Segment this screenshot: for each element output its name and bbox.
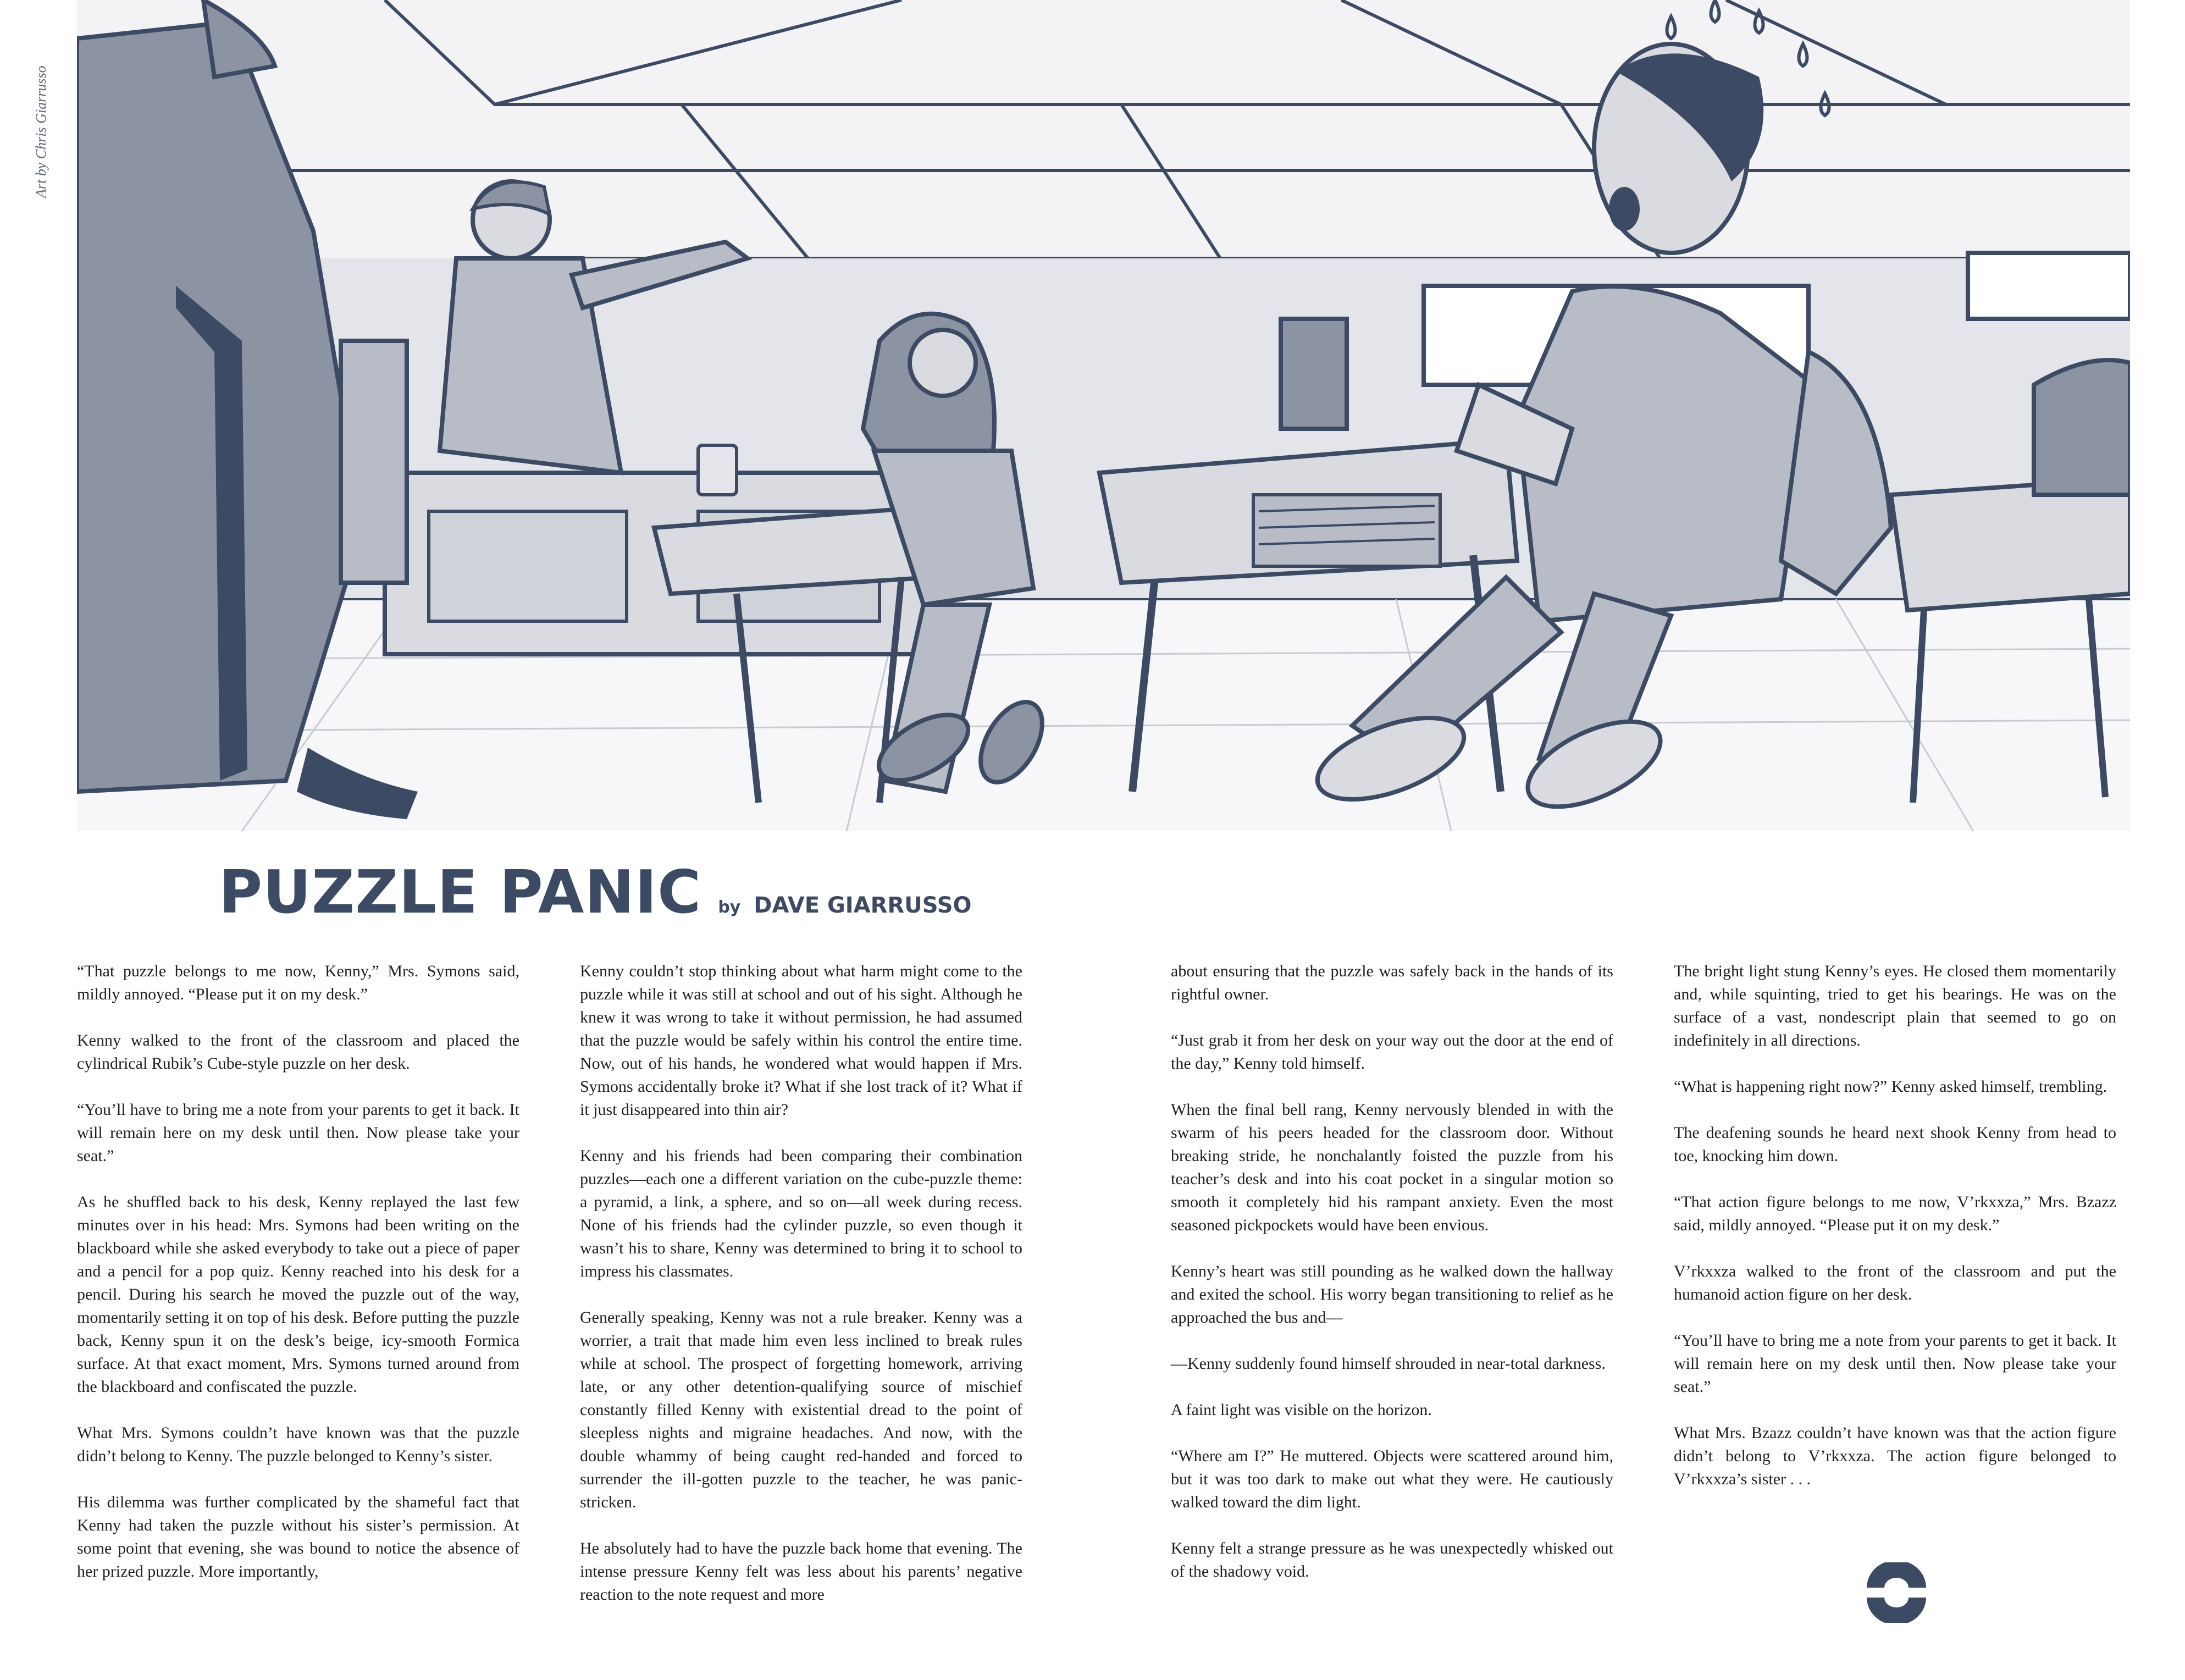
paragraph: What Mrs. Bzazz couldn’t have known was that the action figure didn’t belong to V’rkxxza. The action figure belonged to V’rkxxza’s sister . . . <box>1674 1424 2116 1488</box>
paragraph: He absolutely had to have the puzzle back home that evening. The intense pressure Kenny felt was less about his parents’ negative reaction to the note request and more <box>580 1539 1022 1604</box>
byline <box>718 894 971 916</box>
paragraph: The bright light stung Kenny’s eyes. He closed them momentarily and, while squinting, tried to get his bearings. He was on the surface of a vast, nondescript plain that seemed to go on indefinitely in all directions. <box>1674 962 2116 1049</box>
end-mark-icon <box>1863 1562 1929 1623</box>
text-column-3 <box>1171 960 1613 1606</box>
paragraph: What Mrs. Symons couldn’t have known was that the puzzle didn’t belong to Kenny. The puzzle belonged to Kenny’s sister. <box>77 1424 519 1465</box>
paragraph: “That action figure belongs to me now, V’rkxxza,” Mrs. Bzazz said, mildly annoyed. “Please put it on my desk.” <box>1674 1193 2116 1234</box>
paragraph: “What is happening right now?” Kenny asked himself, trembling. <box>1674 1077 2107 1096</box>
paragraph: Kenny’s heart was still pounding as he walked down the hallway and exited the school. His worry began transitioning to relief as he approached the bus and— <box>1171 1262 1613 1327</box>
paragraph: The deafening sounds he heard next shook Kenny from head to toe, knocking him down. <box>1674 1124 2116 1165</box>
illustration-credit: Art by Chris Giarrusso <box>33 65 49 198</box>
paragraph: V’rkxxza walked to the front of the classroom and put the humanoid action figure on her desk. <box>1674 1262 2116 1303</box>
article-title: PUZZLE PANIC <box>219 858 702 927</box>
paragraph: His dilemma was further complicated by the shameful fact that Kenny had taken the puzzle without his sister’s permission. At some point that evening, she was bound to notice the absence of her prized puzzle. More importantly, <box>77 1493 519 1580</box>
text-column-4 <box>1674 960 2116 1514</box>
title-block <box>219 858 972 929</box>
byline-prefix: by <box>718 898 741 917</box>
author-name: DAVE GIARRUSSO <box>754 893 972 918</box>
paragraph: Kenny couldn’t stop thinking about what harm might come to the puzzle while it was still at school and out of his sight. Although he knew it was wrong to take it without permission, he had assumed that the puzzle would be safely within his control the entire time. Now, out of his hands, he wondered what would happen if Mrs. Symons accidentally broke it? What if she lost track of it? What if it just disappeared into thin air? <box>580 962 1022 1119</box>
paragraph: “You’ll have to bring me a note from your parents to get it back. It will remain here on my desk until then. Now please take your seat.” <box>77 1101 519 1165</box>
paragraph: As he shuffled back to his desk, Kenny replayed the last few minutes over in his head: Mrs. Symons had been writing on the blackboard while she asked everybody to take out a piece of paper and a pencil for a pop quiz. Kenny reached into his desk for a pencil. During his search he moved the puzzle out of the way, momentarily setting it on top of his desk. Before putting the puzzle back, Kenny spun it on the desk’s beige, icy-smooth Formica surface. At that exact moment, Mrs. Symons turned around from the blackboard and confiscated the puzzle. <box>77 1193 519 1396</box>
paragraph: Kenny walked to the front of the classroom and placed the cylindrical Rubik’s Cube-style puzzle on her desk. <box>77 1031 519 1073</box>
paragraph: “Just grab it from her desk on your way out the door at the end of the day,” Kenny told himself. <box>1171 1031 1613 1073</box>
paragraph: When the final bell rang, Kenny nervously blended in with the swarm of his peers headed for the classroom door. Without breaking stride, he nonchalantly foisted the puzzle from his teacher’s desk and into his coat pocket in a singular motion so smooth it completely hid his rampant anxiety. Even the most seasoned pickpockets would have been envious. <box>1171 1101 1613 1234</box>
paragraph: “That puzzle belongs to me now, Kenny,” Mrs. Symons said, mildly annoyed. “Please put it on my desk.” <box>77 962 519 1003</box>
paragraph: about ensuring that the puzzle was safely back in the hands of its rightful owner. <box>1171 962 1613 1003</box>
paragraph: A faint light was visible on the horizon. <box>1171 1401 1432 1419</box>
paragraph: “You’ll have to bring me a note from your parents to get it back. It will remain here on my desk until then. Now please take your seat.” <box>1674 1331 2116 1396</box>
illustration-drawing <box>77 0 2130 831</box>
text-column-2 <box>580 960 1022 1629</box>
paragraph: —Kenny suddenly found himself shrouded in near-total darkness. <box>1171 1355 1606 1373</box>
paragraph: Kenny felt a strange pressure as he was unexpectedly whisked out of the shadowy void. <box>1171 1539 1613 1580</box>
paragraph: “Where am I?” He muttered. Objects were scattered around him, but it was too dark to make out what they were. He cautiously walked toward the dim light. <box>1171 1447 1613 1511</box>
paragraph: Kenny and his friends had been comparing their combination puzzles—each one a different variation on the cube-puzzle theme: a pyramid, a link, a sphere, and so on—all week during recess. None of his friends had the cylinder puzzle, so even though it wasn’t his to share, Kenny was determined to bring it to school to impress his classmates. <box>580 1147 1022 1280</box>
classroom-illustration <box>77 0 2130 831</box>
paragraph: Generally speaking, Kenny was not a rule breaker. Kenny was a worrier, a trait that made him even less inclined to break rules while at school. The prospect of forgetting homework, arriving late, or any other detention-qualifying source of mischief constantly filled Kenny with existential dread to the point of sleepless nights and migraine headaches. And now, with the double whammy of being caught red-handed and forced to surrender the ill-gotten puzzle to the teacher, he was panic-stricken. <box>580 1308 1022 1511</box>
text-column-1 <box>77 960 519 1606</box>
